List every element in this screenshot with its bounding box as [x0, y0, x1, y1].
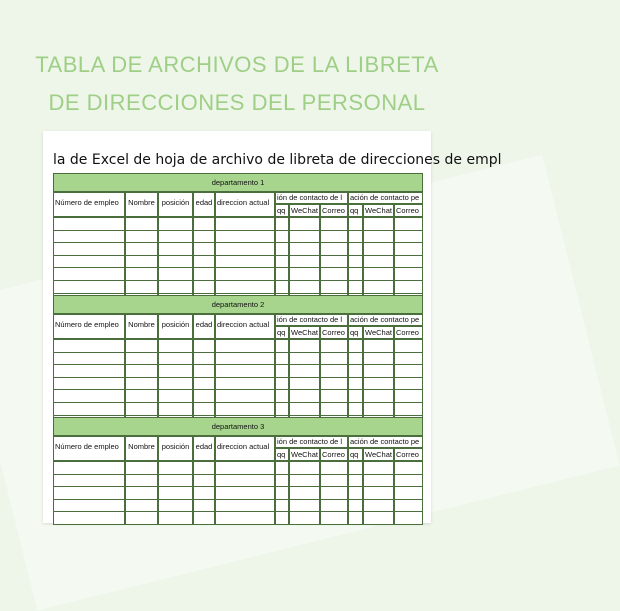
table-cell[interactable] [275, 511, 289, 525]
table-cell[interactable] [289, 255, 320, 269]
table-cell[interactable] [215, 402, 275, 416]
table-cell[interactable] [53, 364, 125, 378]
table-cell[interactable] [394, 242, 423, 256]
table-cell[interactable] [289, 364, 320, 378]
table-cell[interactable] [215, 339, 275, 353]
table-cell[interactable] [215, 511, 275, 525]
table-cell[interactable] [320, 486, 348, 500]
table-cell[interactable] [348, 474, 363, 488]
table-cell[interactable] [125, 217, 158, 231]
table-cell[interactable] [215, 377, 275, 391]
table-cell[interactable] [193, 242, 215, 256]
table-cell[interactable] [275, 280, 289, 294]
table-cell[interactable] [348, 461, 363, 475]
table-cell[interactable] [53, 511, 125, 525]
table-cell[interactable] [394, 339, 423, 353]
column-header-numero: Número de empleo [53, 192, 125, 217]
table-cell[interactable] [53, 402, 125, 416]
table-cell[interactable] [320, 339, 348, 353]
table-cell[interactable] [348, 230, 363, 244]
table-cell[interactable] [275, 339, 289, 353]
table-cell[interactable] [275, 389, 289, 403]
department-header: departamento 1 [53, 173, 423, 192]
table-cell[interactable] [348, 499, 363, 513]
table-cell[interactable] [275, 267, 289, 281]
table-cell[interactable] [53, 267, 125, 281]
table-cell[interactable] [158, 339, 193, 353]
column-header-direccion: direccion actual [215, 436, 275, 461]
table-cell[interactable] [289, 267, 320, 281]
table-cell[interactable] [320, 255, 348, 269]
table-cell[interactable] [53, 352, 125, 366]
table-cell[interactable] [215, 267, 275, 281]
table-cell[interactable] [363, 461, 394, 475]
table-cell[interactable] [53, 474, 125, 488]
table-cell[interactable] [215, 217, 275, 231]
table-cell[interactable] [363, 389, 394, 403]
table-cell[interactable] [275, 255, 289, 269]
table-cell[interactable] [348, 352, 363, 366]
table-cell[interactable] [53, 217, 125, 231]
table-cell[interactable] [158, 255, 193, 269]
table-cell[interactable] [289, 474, 320, 488]
table-cell[interactable] [158, 486, 193, 500]
table-cell[interactable] [125, 461, 158, 475]
column-header-qq: qq [348, 204, 363, 217]
table-cell[interactable] [53, 486, 125, 500]
column-header-correo: Correo [394, 326, 423, 339]
table-cell[interactable] [158, 280, 193, 294]
table-cell[interactable] [320, 267, 348, 281]
column-header-qq: qq [275, 448, 289, 461]
table-cell[interactable] [348, 377, 363, 391]
table-cell[interactable] [394, 461, 423, 475]
table-cell[interactable] [275, 217, 289, 231]
table-cell[interactable] [275, 486, 289, 500]
table-cell[interactable] [289, 499, 320, 513]
table-cell[interactable] [363, 486, 394, 500]
table-cell[interactable] [158, 474, 193, 488]
table-cell[interactable] [193, 461, 215, 475]
table-cell[interactable] [363, 474, 394, 488]
column-header-correo: Correo [320, 204, 348, 217]
table-cell[interactable] [348, 402, 363, 416]
table-cell[interactable] [320, 217, 348, 231]
table-cell[interactable] [158, 377, 193, 391]
table-cell[interactable] [215, 389, 275, 403]
table-cell[interactable] [289, 402, 320, 416]
table-cell[interactable] [215, 474, 275, 488]
table-cell[interactable] [289, 339, 320, 353]
table-cell[interactable] [158, 499, 193, 513]
table-cell[interactable] [275, 352, 289, 366]
column-header-nombre: Nombre [125, 314, 158, 339]
department-header: departamento 2 [53, 295, 423, 314]
table-cell[interactable] [363, 339, 394, 353]
table-cell[interactable] [394, 389, 423, 403]
table-cell[interactable] [125, 339, 158, 353]
column-header-nombre: Nombre [125, 192, 158, 217]
table-cell[interactable] [158, 352, 193, 366]
table-cell[interactable] [320, 474, 348, 488]
column-header-wechat: WeChat [289, 448, 320, 461]
table-cell[interactable] [348, 242, 363, 256]
column-header-contacto-1: ión de contacto de l [275, 314, 348, 326]
table-cell[interactable] [320, 352, 348, 366]
table-cell[interactable] [125, 267, 158, 281]
table-cell[interactable] [125, 352, 158, 366]
column-header-nombre: Nombre [125, 436, 158, 461]
table-cell[interactable] [289, 511, 320, 525]
table-cell[interactable] [394, 377, 423, 391]
table-cell[interactable] [125, 230, 158, 244]
table-cell[interactable] [215, 230, 275, 244]
table-cell[interactable] [125, 377, 158, 391]
table-cell[interactable] [193, 511, 215, 525]
column-header-qq: qq [275, 326, 289, 339]
table-cell[interactable] [289, 280, 320, 294]
table-cell[interactable] [275, 377, 289, 391]
table-cell[interactable] [363, 267, 394, 281]
table-cell[interactable] [289, 389, 320, 403]
column-header-wechat: WeChat [363, 204, 394, 217]
column-header-wechat: WeChat [289, 204, 320, 217]
table-cell[interactable] [363, 217, 394, 231]
department-header: departamento 3 [53, 417, 423, 436]
table-cell[interactable] [125, 364, 158, 378]
table-cell[interactable] [320, 511, 348, 525]
table-cell[interactable] [320, 499, 348, 513]
table-cell[interactable] [193, 474, 215, 488]
table-cell[interactable] [289, 217, 320, 231]
table-cell[interactable] [363, 402, 394, 416]
table-cell[interactable] [53, 377, 125, 391]
table-cell[interactable] [125, 242, 158, 256]
table-cell[interactable] [53, 230, 125, 244]
column-header-posicion: posición [158, 314, 193, 339]
column-header-wechat: WeChat [289, 326, 320, 339]
table-cell[interactable] [193, 280, 215, 294]
column-header-numero: Número de empleo [53, 436, 125, 461]
table-cell[interactable] [193, 389, 215, 403]
table-cell[interactable] [125, 389, 158, 403]
table-cell[interactable] [53, 461, 125, 475]
column-header-edad: edad [193, 314, 215, 339]
table-cell[interactable] [125, 499, 158, 513]
column-header-edad: edad [193, 436, 215, 461]
table-cell[interactable] [394, 499, 423, 513]
table-cell[interactable] [193, 230, 215, 244]
column-header-correo: Correo [320, 448, 348, 461]
table-cell[interactable] [289, 230, 320, 244]
table-cell[interactable] [125, 280, 158, 294]
table-cell[interactable] [348, 217, 363, 231]
table-cell[interactable] [348, 255, 363, 269]
table-cell[interactable] [53, 280, 125, 294]
table-cell[interactable] [125, 486, 158, 500]
page-title-line-1: TABLA DE ARCHIVOS DE LA LIBRETA [35, 52, 439, 77]
table-cell[interactable] [363, 352, 394, 366]
table-cell[interactable] [320, 242, 348, 256]
table-cell[interactable] [193, 267, 215, 281]
table-cell[interactable] [275, 230, 289, 244]
column-header-numero: Número de empleo [53, 314, 125, 339]
table-cell[interactable] [193, 217, 215, 231]
table-cell[interactable] [215, 255, 275, 269]
table-cell[interactable] [363, 230, 394, 244]
table-cell[interactable] [363, 280, 394, 294]
column-header-correo: Correo [394, 204, 423, 217]
table-cell[interactable] [320, 280, 348, 294]
column-header-direccion: direccion actual [215, 314, 275, 339]
table-cell[interactable] [394, 280, 423, 294]
table-cell[interactable] [320, 364, 348, 378]
table-cell[interactable] [275, 461, 289, 475]
table-cell[interactable] [158, 230, 193, 244]
table-cell[interactable] [348, 511, 363, 525]
table-cell[interactable] [394, 217, 423, 231]
table-cell[interactable] [53, 339, 125, 353]
table-cell[interactable] [394, 267, 423, 281]
table-cell[interactable] [394, 486, 423, 500]
table-cell[interactable] [215, 364, 275, 378]
table-cell[interactable] [348, 364, 363, 378]
column-header-direccion: direccion actual [215, 192, 275, 217]
table-cell[interactable] [215, 461, 275, 475]
table-cell[interactable] [125, 255, 158, 269]
table-cell[interactable] [394, 352, 423, 366]
table-cell[interactable] [215, 499, 275, 513]
table-cell[interactable] [348, 267, 363, 281]
table-cell[interactable] [125, 402, 158, 416]
table-cell[interactable] [394, 511, 423, 525]
table-cell[interactable] [193, 486, 215, 500]
column-header-edad: edad [193, 192, 215, 217]
column-header-correo: Correo [320, 326, 348, 339]
table-cell[interactable] [289, 461, 320, 475]
column-header-wechat: WeChat [363, 326, 394, 339]
column-header-qq: qq [275, 204, 289, 217]
table-cell[interactable] [53, 389, 125, 403]
column-header-posicion: posición [158, 192, 193, 217]
table-cell[interactable] [193, 499, 215, 513]
spreadsheet-preview [43, 131, 502, 523]
column-header-correo: Correo [394, 448, 423, 461]
table-cell[interactable] [215, 280, 275, 294]
column-header-contacto-2: ación de contacto pe [348, 436, 423, 448]
table-cell[interactable] [363, 255, 394, 269]
table-cell[interactable] [394, 402, 423, 416]
column-header-contacto-2: ación de contacto pe [348, 192, 423, 204]
table-cell[interactable] [275, 364, 289, 378]
table-cell[interactable] [275, 499, 289, 513]
table-cell[interactable] [320, 389, 348, 403]
table-cell[interactable] [215, 242, 275, 256]
table-cell[interactable] [158, 364, 193, 378]
table-cell[interactable] [193, 402, 215, 416]
table-cell[interactable] [320, 402, 348, 416]
table-cell[interactable] [158, 242, 193, 256]
sheet-title: la de Excel de hoja de archivo de libreta de direcciones de empl [53, 152, 502, 168]
table-cell[interactable] [193, 339, 215, 353]
table-cell[interactable] [394, 364, 423, 378]
table-cell[interactable] [193, 255, 215, 269]
table-cell[interactable] [193, 377, 215, 391]
table-cell[interactable] [158, 267, 193, 281]
table-cell[interactable] [348, 389, 363, 403]
table-cell[interactable] [394, 230, 423, 244]
table-cell[interactable] [363, 511, 394, 525]
table-cell[interactable] [320, 377, 348, 391]
table-cell[interactable] [193, 364, 215, 378]
table-cell[interactable] [275, 402, 289, 416]
column-header-posicion: posición [158, 436, 193, 461]
table-cell[interactable] [158, 389, 193, 403]
table-cell[interactable] [289, 486, 320, 500]
table-cell[interactable] [53, 499, 125, 513]
table-cell[interactable] [348, 339, 363, 353]
table-cell[interactable] [193, 352, 215, 366]
table-cell[interactable] [53, 242, 125, 256]
table-cell[interactable] [320, 230, 348, 244]
page-title-line-2: DE DIRECCIONES DEL PERSONAL [48, 90, 426, 115]
table-cell[interactable] [125, 474, 158, 488]
table-cell[interactable] [289, 352, 320, 366]
table-cell[interactable] [394, 255, 423, 269]
table-cell[interactable] [158, 402, 193, 416]
table-cell[interactable] [275, 242, 289, 256]
table-cell[interactable] [125, 511, 158, 525]
table-cell[interactable] [158, 511, 193, 525]
table-cell[interactable] [289, 242, 320, 256]
table-cell[interactable] [275, 474, 289, 488]
table-cell[interactable] [158, 461, 193, 475]
table-cell[interactable] [158, 217, 193, 231]
table-cell[interactable] [363, 364, 394, 378]
column-header-contacto-1: ión de contacto de l [275, 192, 348, 204]
table-cell[interactable] [215, 486, 275, 500]
table-cell[interactable] [394, 474, 423, 488]
table-cell[interactable] [320, 461, 348, 475]
table-cell[interactable] [53, 255, 125, 269]
table-cell[interactable] [363, 377, 394, 391]
table-cell[interactable] [348, 486, 363, 500]
table-cell[interactable] [348, 280, 363, 294]
table-cell[interactable] [215, 352, 275, 366]
table-cell[interactable] [363, 242, 394, 256]
column-header-wechat: WeChat [363, 448, 394, 461]
column-header-contacto-1: ión de contacto de l [275, 436, 348, 448]
column-header-qq: qq [348, 448, 363, 461]
table-cell[interactable] [363, 499, 394, 513]
column-header-qq: qq [348, 326, 363, 339]
table-cell[interactable] [289, 377, 320, 391]
column-header-contacto-2: ación de contacto pe [348, 314, 423, 326]
